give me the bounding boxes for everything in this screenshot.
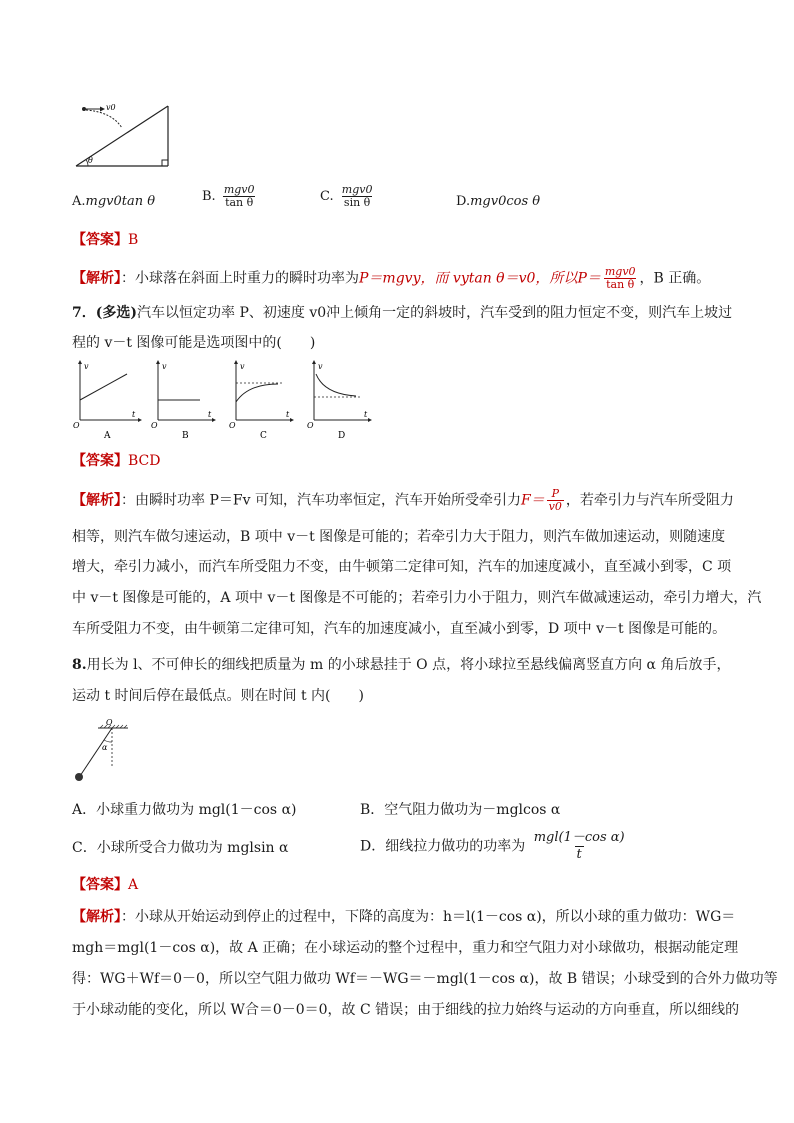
q8-option-a: A．小球重力做功为 mgl(1－cos α) bbox=[72, 802, 297, 818]
graph-c-origin: O bbox=[229, 421, 236, 430]
q6-analysis: 【解析】：小球落在斜面上时重力的瞬时功率为P＝mgvy，而 vytan θ＝v0，所以P＝ $\frac{\text{mgv0}}{\text{tan θ}}$ ，B 正确。 bbox=[72, 265, 711, 291]
q7-stem-line-2: 程的 v－t 图像可能是选项图中的( ) bbox=[72, 335, 316, 351]
incline-figure bbox=[72, 100, 182, 172]
q6-option-d: D.mgv0cos θ bbox=[456, 194, 541, 209]
q8-stem-line-1: 8.用长为 l、不可伸长的细线把质量为 m 的小球悬挂于 O 点，将小球拉至悬线偏离竖直方向 α 角后放手， bbox=[72, 657, 731, 673]
q7-answer: 【答案】BCD bbox=[72, 453, 161, 469]
graph-d-label: D bbox=[338, 431, 346, 441]
graph-d bbox=[307, 360, 372, 441]
q6-option-b: B. $\frac{\text{mgv0}}{\text{tan θ}}$ bbox=[202, 183, 255, 209]
v0-label: v0 bbox=[106, 103, 116, 112]
graph-d-v-axis: v bbox=[318, 362, 323, 371]
q8-analysis-line-1: 【解析】：小球从开始运动到停止的过程中，下降的高度为：h＝l(1－cos α)，所以小球的重力做功：WG＝ bbox=[72, 909, 736, 925]
q6-option-c: C. $\frac{\text{mgv0}}{\text{sin θ}}$ bbox=[320, 183, 373, 209]
q7-analysis-line-1: 【解析】：由瞬时功率 P＝Fv 可知，汽车功率恒定，汽车开始所受牵引力F＝ $\frac{P}{v0}$ ，若牵引力与汽车所受阻力 bbox=[72, 487, 734, 513]
graph-d-origin: O bbox=[307, 421, 314, 430]
q8-analysis-line-3: 得：WG＋Wf＝0－0，所以空气阻力做功 Wf＝－WG＝－mgl(1－cos α)，故 B 错误；小球受到的合外力做功等 bbox=[72, 971, 778, 987]
graph-b-origin: O bbox=[151, 421, 158, 430]
graph-a bbox=[73, 360, 142, 441]
graph-b-t-axis: t bbox=[208, 410, 212, 419]
graph-a-label: A bbox=[104, 431, 111, 441]
graph-a-origin: O bbox=[73, 421, 80, 430]
q7-analysis-line-2: 相等，则汽车做匀速运动，B 项中 v－t 图像是可能的；若牵引力大于阻力，则汽车做加速运动，则随速度 bbox=[72, 529, 726, 545]
graph-b-label: B bbox=[182, 431, 189, 441]
q8-option-b: B．空气阻力做功为－mglcos α bbox=[360, 802, 561, 818]
q7-analysis-line-5: 车所受阻力不变，由牛顿第二定律可知，汽车的加速度减小，直至减小到零，D 项中 v－t 图像是可能的。 bbox=[72, 621, 727, 637]
q8-analysis-line-4: 于小球动能的变化，所以 W合＝0－0＝0，故 C 错误；由于细线的拉力始终与运动的方向垂直，所以细线的 bbox=[72, 1002, 740, 1018]
graph-b-v-axis: v bbox=[162, 362, 167, 371]
graph-c-v-axis: v bbox=[240, 362, 245, 371]
q6-answer: 【答案】B bbox=[72, 232, 139, 248]
graph-a-v-axis: v bbox=[84, 362, 89, 371]
graph-c bbox=[229, 360, 294, 441]
q8-option-d: D．细线拉力做功的功率为 $\frac{\text{mgl(1－cos α)}}{t}$ bbox=[360, 830, 625, 862]
theta-label: θ bbox=[88, 156, 93, 165]
alpha-label: α bbox=[102, 743, 108, 752]
graph-b bbox=[151, 360, 216, 441]
q7-stem-line-1: 7．(多选)汽车以恒定功率 P、初速度 v0冲上倾角一定的斜坡时，汽车受到的阻力恒定不变，则汽车上坡过 bbox=[72, 305, 733, 321]
graph-d-t-axis: t bbox=[364, 410, 368, 419]
graph-c-t-axis: t bbox=[286, 410, 290, 419]
graph-a-t-axis: t bbox=[132, 410, 136, 419]
q7-analysis-line-3: 增大，牵引力减小，而汽车所受阻力不变，由牛顿第二定律可知，汽车的加速度减小，直至减小到零，C 项 bbox=[72, 559, 732, 575]
q8-option-c: C．小球所受合力做功为 mglsin α bbox=[72, 840, 289, 856]
q7-graphs bbox=[72, 360, 382, 444]
graph-c-label: C bbox=[260, 431, 267, 441]
q7-analysis-line-4: 中 v－t 图像是可能的，A 项中 v－t 图像是不可能的；若牵引力小于阻力，则汽车做减速运动，牵引力增大，汽 bbox=[72, 590, 762, 606]
q8-stem-line-2: 运动 t 时间后停在最低点。则在时间 t 内( ) bbox=[72, 688, 364, 704]
q8-answer: 【答案】A bbox=[72, 877, 139, 893]
q8-analysis-line-2: mgh＝mgl(1－cos α)，故 A 正确；在小球运动的整个过程中，重力和空气阻力对小球做功，根据动能定理 bbox=[72, 940, 739, 956]
q6-option-a: A.mgv0tan θ bbox=[72, 194, 156, 209]
pendulum-figure bbox=[72, 716, 142, 786]
pivot-label: O bbox=[106, 718, 113, 727]
